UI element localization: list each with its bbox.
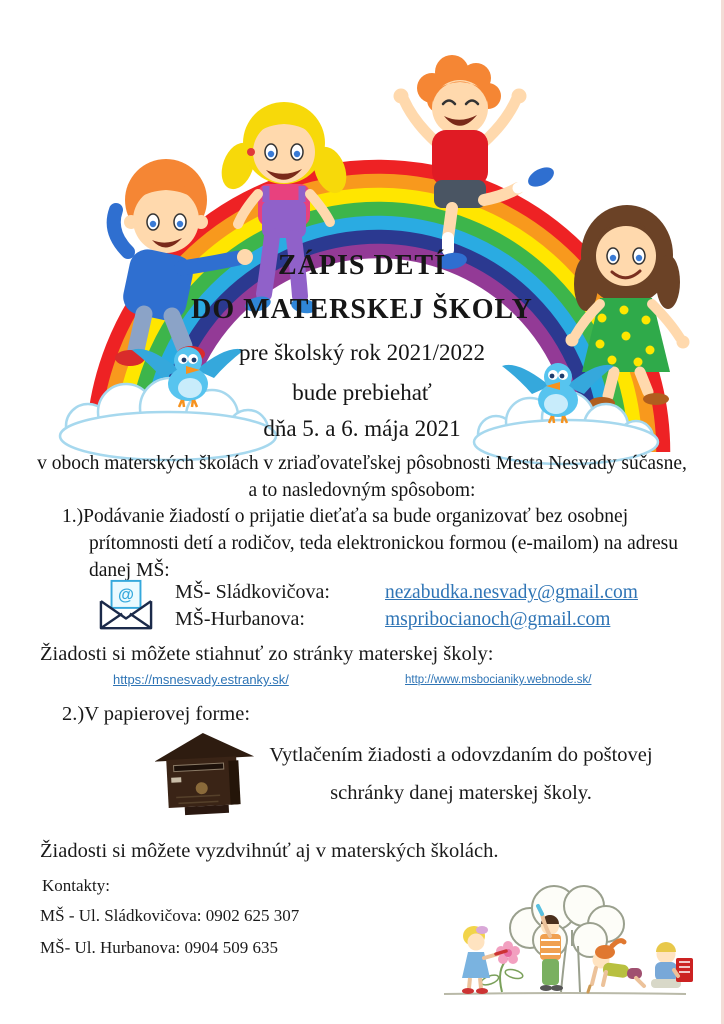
website-link-1[interactable]: https://msnesvady.estranky.sk/ bbox=[113, 672, 289, 687]
pickup-text: Žiadosti si môžete vyzdvihnúť aj v materských školách. bbox=[40, 840, 499, 862]
contact-phone-1: MŠ - Ul. Sládkovičova: 0902 625 307 bbox=[40, 906, 300, 925]
page-title-line1: ZÁPIS DETÍ bbox=[278, 250, 446, 281]
contacts-label: Kontakty: bbox=[42, 876, 110, 895]
email-label-2: MŠ-Hurbanova: bbox=[175, 608, 305, 630]
envelope-icon bbox=[97, 578, 155, 632]
school-year-line: pre školský rok 2021/2022 bbox=[239, 340, 485, 365]
paper-form-line1: Vytlačením žiadosti a odovzdaním do poštovej bbox=[269, 744, 653, 766]
children-drawing-illustration bbox=[438, 866, 710, 1012]
paper-form-line2: schránky danej materskej školy. bbox=[330, 782, 592, 804]
mailbox-icon bbox=[155, 732, 255, 816]
svg-text:@: @ bbox=[118, 586, 134, 605]
item1-paragraph: 1.)Podávanie žiadostí o prijatie dieťaťa sa bude organizovať bez osobnej prítomnosti detí a rodičov, teda elektronickou formou (e-mailom) na adresu danej MŠ: bbox=[62, 506, 678, 581]
contact-phone-2: MŠ- Ul. Hurbanova: 0904 509 635 bbox=[40, 938, 278, 957]
boy-reading-icon bbox=[651, 942, 693, 988]
intro-paragraph: v oboch materských školách v zriaďovateľskej pôsobnosti Mesta Nesvady súčasne, a to nasledovným spôsobom: bbox=[37, 453, 687, 501]
will-take-place-line: bude prebiehať bbox=[292, 380, 432, 405]
page-title-line2: DO MATERSKEJ ŠKOLY bbox=[191, 294, 533, 325]
paper-form-text bbox=[268, 736, 654, 812]
email-label-1: MŠ- Sládkovičova: bbox=[175, 581, 330, 603]
date-line: dňa 5. a 6. mája 2021 bbox=[263, 416, 461, 441]
email-link-1[interactable]: nezabudka.nesvady@gmail.com bbox=[385, 582, 638, 603]
item2-heading: 2.)V papierovej forme: bbox=[62, 703, 251, 725]
email-link-2[interactable]: mspribocianoch@gmail.com bbox=[385, 609, 611, 630]
website-link-2[interactable]: http://www.msbocianiky.webnode.sk/ bbox=[405, 674, 592, 686]
download-heading: Žiadosti si môžete stiahnuť zo stránky materskej školy: bbox=[40, 643, 494, 665]
